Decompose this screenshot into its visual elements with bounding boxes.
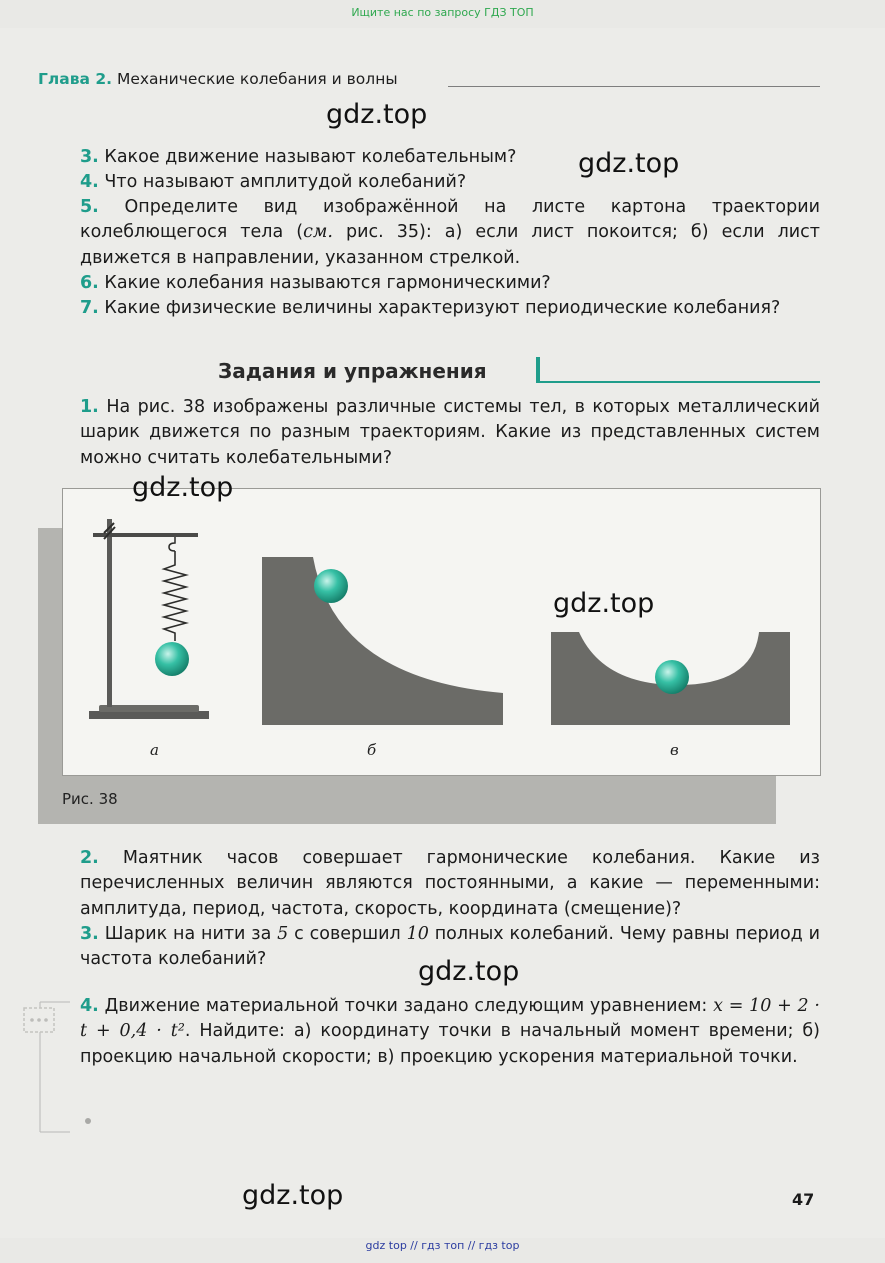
question-number: 6.: [80, 273, 99, 293]
task-text: На рис. 38 изображены различные системы тел, в которых металлический шарик движется по разным траекториям. Какие из представленных систем можно считать колебательными?: [80, 397, 820, 468]
watermark: gdz.top: [242, 1180, 344, 1211]
question-4: [80, 170, 820, 195]
section-title: Задания и упражнения: [218, 359, 487, 383]
question-5: [80, 195, 820, 271]
task-2: [80, 846, 820, 922]
chapter-header: [38, 70, 398, 88]
label-c: в: [670, 741, 679, 759]
question-text: Что называют амплитудой колебаний?: [104, 172, 467, 192]
page-number: 47: [792, 1190, 815, 1209]
section-bar: [536, 357, 540, 383]
question-text: Какие физические величины характеризуют периодические колебания?: [104, 298, 781, 318]
question-text-b: рис. 35): а) если лист покоится; б) если лист движется в направлении, указанном стрелкой.: [80, 222, 820, 268]
ramp: [262, 557, 503, 725]
watermark: gdz.top: [132, 472, 234, 503]
bottom-links[interactable]: gdz top // гдз топ // гдз top: [365, 1239, 520, 1252]
label-a: а: [150, 741, 159, 759]
task-text-a: Шарик на нити за: [104, 924, 278, 944]
question-ref: см.: [303, 222, 333, 243]
task-text-b: . Найдите: а) координату точки в начальный момент времени; б) проекцию начальной скорости; в) проекцию ускорения материальной точки.: [80, 1021, 821, 1067]
top-search-link[interactable]: Ищите нас по запросу ГДЗ ТОП: [351, 6, 534, 19]
task-text-b: с совершил: [288, 924, 407, 944]
watermark: gdz.top: [418, 956, 520, 987]
task-4: [80, 994, 820, 1070]
watermark: gdz.top: [553, 588, 655, 619]
task-text: Маятник часов совершает гармонические колебания. Какие из перечисленных величин являются постоянными, а какие — переменными: амплитуда, период, частота, скорость, координата (смещение)?: [80, 848, 820, 919]
question-number: 7.: [80, 298, 99, 318]
difficulty-marker-icon: [22, 1000, 72, 1136]
watermark: gdz.top: [578, 148, 680, 179]
figure-38: [62, 488, 821, 776]
bullet-dot: [85, 1118, 91, 1124]
task-value-time: 5: [277, 924, 289, 944]
spring-pendulum: [89, 519, 209, 719]
watermark: gdz.top: [326, 99, 428, 130]
task-value-count: 10: [406, 924, 429, 944]
bowl: [551, 632, 790, 725]
question-number: 5.: [80, 197, 99, 217]
label-b: б: [367, 741, 377, 759]
header-rule: [448, 86, 820, 87]
question-7: [80, 296, 820, 321]
task-text-c: полных колебаний. Чему равны период и частота колебаний?: [80, 924, 820, 970]
chapter-number: Глава 2.: [38, 70, 113, 88]
question-number: 3.: [80, 147, 99, 167]
question-number: 4.: [80, 172, 99, 192]
question-text-a: Определите вид изображённой на листе картона траектории колеблющегося тела (: [80, 197, 820, 243]
task-number: 4.: [80, 996, 99, 1016]
task-1: [80, 395, 820, 471]
task-number: 3.: [80, 924, 99, 944]
task-formula: x = 10 + 2 · t + 0,4 · t²: [80, 996, 820, 1042]
question-3: [80, 145, 820, 170]
figure-caption: Рис. 38: [62, 790, 118, 808]
task-number: 1.: [80, 397, 99, 417]
section-line: [538, 381, 820, 383]
chapter-title: Механические колебания и волны: [116, 70, 398, 88]
task-text-a: Движение материальной точки задано следующим уравнением:: [104, 996, 714, 1016]
question-text: Какие колебания называются гармоническими?: [104, 273, 551, 293]
question-text: Какое движение называют колебательным?: [104, 147, 517, 167]
task-number: 2.: [80, 848, 99, 868]
question-6: [80, 271, 820, 296]
figure-drawing: [63, 489, 820, 775]
